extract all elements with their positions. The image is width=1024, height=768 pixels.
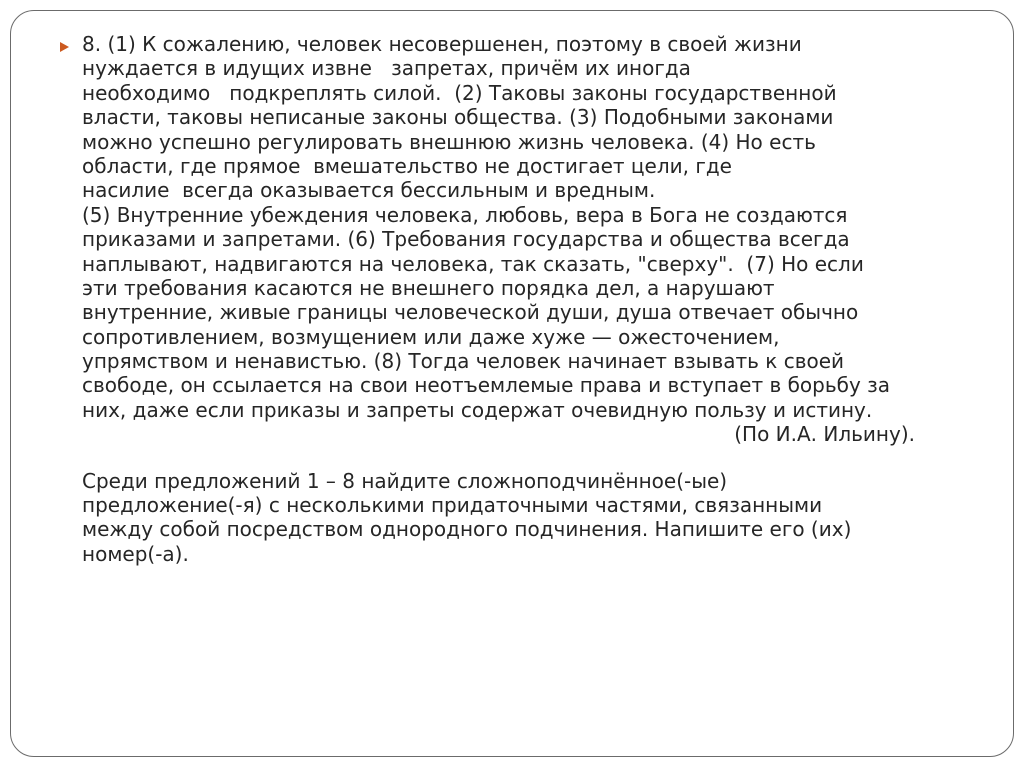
passage-line: них, даже если приказы и запреты содержат очевидную пользу и истину. [82, 397, 873, 422]
passage-line: насилие всегда оказывается бессильным и вредным. [82, 178, 656, 203]
passage-line: эти требования касаются не внешнего порядка дел, а нарушают [82, 275, 775, 300]
task-line: между собой посредством однородного подчинения. Напишите его (их) [82, 517, 852, 542]
passage-paragraph [60, 32, 960, 447]
passage-line: 8. (1) К сожалению, человек несовершенен, поэтому в своей жизни [82, 32, 802, 56]
passage-line: свободе, он ссылается на свои неотъемлемые права и вступает в борьбу за [82, 373, 891, 398]
passage-line: нуждается в идущих извне запретах, причём их иногда [82, 56, 691, 81]
passage-attribution: (По И.А. Ильину). [734, 422, 915, 447]
passage-line: наплывают, надвигаются на человека, так сказать, "сверху". (7) Но если [82, 251, 864, 276]
passage-line: приказами и запретами. (6) Требования государства и общества всегда [82, 227, 850, 252]
passage-line: власти, таковы неписаные законы общества. (3) Подобными законами [82, 105, 834, 130]
passage-line: необходимо подкреплять силой. (2) Таковы законы государственной [82, 80, 837, 105]
task-question [60, 469, 960, 567]
task-line: номер(-а). [82, 541, 189, 566]
slide-content [60, 32, 960, 566]
passage-line: области, где прямое вмешательство не достигает цели, где [82, 153, 732, 178]
passage-line: можно успешно регулировать внешнюю жизнь человека. (4) Но есть [82, 129, 816, 154]
task-line: предложение(-я) с несколькими придаточными частями, связанными [82, 493, 823, 518]
triangle-bullet-icon [60, 42, 69, 52]
passage-line: (5) Внутренние убеждения человека, любовь, вера в Бога не создаются [82, 202, 848, 227]
passage-line: сопротивлением, возмущением или даже хуже — ожесточением, [82, 324, 780, 349]
passage-line: упрямством и ненавистью. (8) Тогда человек начинает взывать к своей [82, 349, 845, 374]
passage-line: внутренние, живые границы человеческой души, душа отвечает обычно [82, 300, 859, 325]
task-line: Среди предложений 1 – 8 найдите сложноподчинённое(-ые) [82, 468, 728, 493]
